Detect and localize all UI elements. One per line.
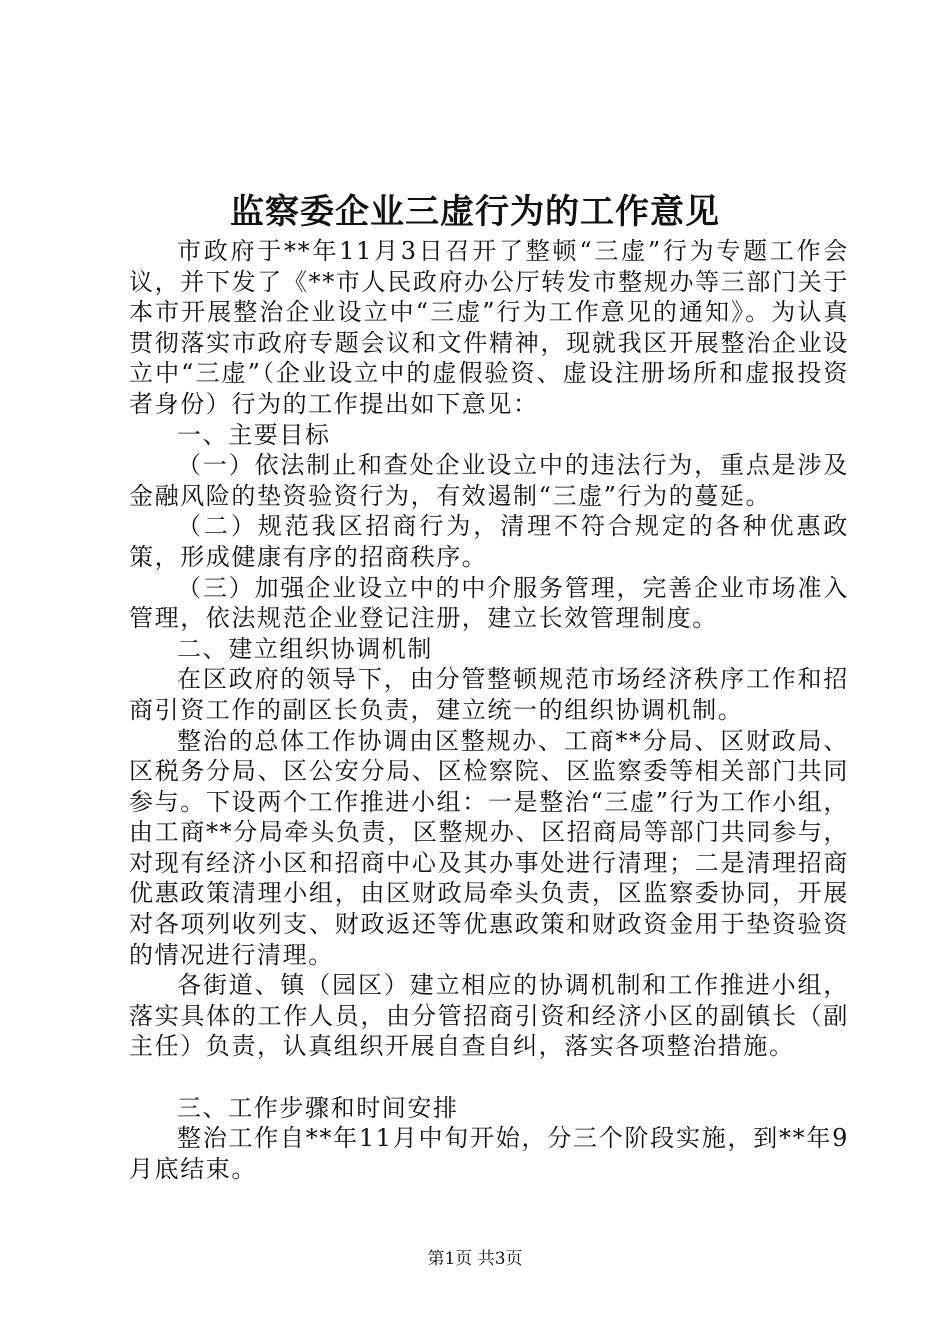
intro-paragraph: 市政府于**年11月3日召开了整顿“三虚”行为专题工作会议，并下发了《**市人民政府办公厅转发市整规办等三部门关于本市开展整治企业设立中“三虚”行为工作意见的通知》。为认真贯彻落实市政府专题会议和文件精神，现就我区开展整治企业设立中“三虚”（企业设立中的虚假验资、虚设注册场所和虚报投资者身份）行为的工作提出如下意见：	[129, 237, 849, 418]
body-paragraph: 整治工作自**年11月中旬开始，分三个阶段实施，到**年9月底结束。	[129, 1124, 849, 1183]
body-paragraph: 各街道、镇（园区）建立相应的协调机制和工作推进小组，落实具体的工作人员，由分管招商引资和经济小区的副镇长（副主任）负责，认真组织开展自查自纠，落实各项整治措施。	[129, 971, 849, 1061]
goal-item-2: （二）规范我区招商行为，清理不符合规定的各种优惠政策，形成健康有序的招商秩序。	[129, 512, 849, 571]
section-heading-1: 一、主要目标	[177, 420, 331, 449]
section-heading-2: 二、建立组织协调机制	[177, 634, 433, 663]
document-title: 监察委企业三虚行为的工作意见	[230, 192, 720, 232]
blank-line	[129, 1062, 849, 1093]
body-paragraph: 整治的总体工作协调由区整规办、工商**分局、区财政局、区税务分局、区公安分局、区检察院、区监察委等相关部门共同参与。下设两个工作推进小组：一是整治“三虚”行为工作小组，由工商**分局牵头负责，区整规办、区招商局等部门共同参与，对现有经济小区和招商中心及其办事处进行清理；二是清理招商优惠政策清理小组，由区财政局牵头负责，区监察委协同，开展对各项列收列支、财政返还等优惠政策和财政资金用于垫资验资的情况进行清理。	[129, 726, 849, 969]
goal-item-3: （三）加强企业设立中的中介服务管理，完善企业市场准入管理，依法规范企业登记注册，建立长效管理制度。	[129, 573, 849, 633]
page-footer: 第1页 共3页	[427, 1249, 523, 1269]
section-heading-3: 三、工作步骤和时间安排	[177, 1093, 459, 1122]
goal-item-1: （一）依法制止和查处企业设立中的违法行为，重点是涉及金融风险的垫资验资行为，有效遏制“三虚”行为的蔓延。	[129, 451, 849, 510]
body-paragraph: 在区政府的领导下，由分管整顿规范市场经济秩序工作和招商引资工作的副区长负责，建立统一的组织协调机制。	[129, 665, 849, 724]
document-body	[129, 236, 849, 1184]
